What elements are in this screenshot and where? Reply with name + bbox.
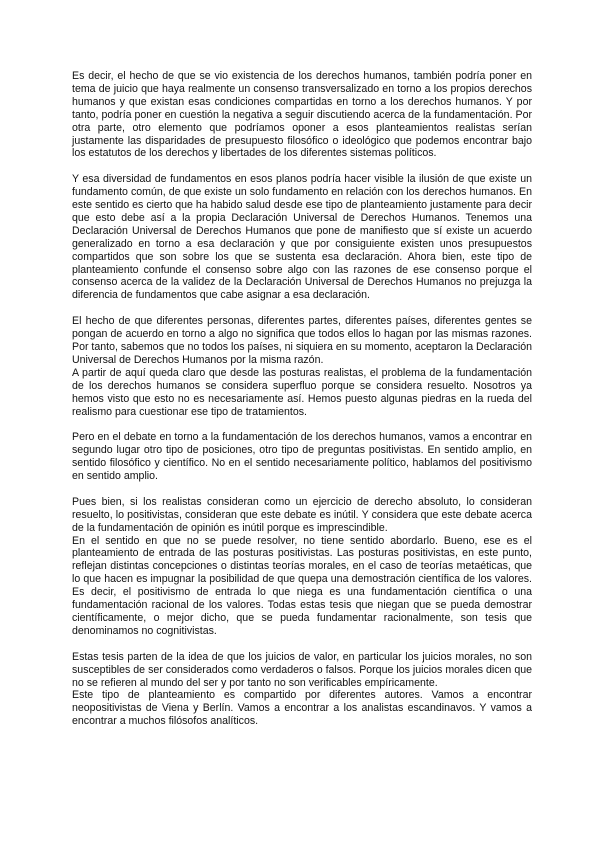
paragraph-5: Pero en el debate en torno a la fundamentación de los derechos humanos, vamos a encontrar en segundo lugar otro tipo de posiciones, otro tipo de preguntas positivistas. En sentido amplio, en sentido filosófico y científico. No en el sentido necesariamente político, hablamos del positivismo en sentido amplio. xyxy=(72,431,532,483)
paragraph-8: Estas tesis parten de la idea de que los juicios de valor, en particular los juicios morales, no son susceptibles de ser considerados como verdaderos o falsos. Porque los juicios morales dicen que no se refieren al mundo del ser y por tanto no son verificables empíricamente. xyxy=(72,650,532,689)
paragraph-1: Es decir, el hecho de que se vio existencia de los derechos humanos, también podría poner en tema de juicio que haya realmente un consenso transversalizado en torno a los propios derechos humanos y que existan esas condiciones compartidas en torno a los derechos humanos. Y por tanto, podría poner en cuestión la negativa a seguir discutiendo acerca de la fundamentación. Por otra parte, otro elemento que podríamos oponer a esos planteamientos realistas serían justamente las disparidades de presupuesto filosófico o ideológico que podemos encontrar bajo los estatutos de los derechos y libertades de los diferentes sistemas políticos. xyxy=(72,70,532,160)
paragraph-7: En el sentido en que no se puede resolver, no tiene sentido abordarlo. Bueno, ese es el planteamiento de entrada de las posturas positivistas. Las posturas positivistas, en este punto, reflejan distintas concepciones o distintas teorías morales, en el caso de teorías metaéticas, que lo que hacen es impugnar la posibilidad de que quepa una demostración científica de los valores. Es decir, el positivismo de entrada lo que niega es una fundamentación científica o una fundamentación racional de los valores. Todas estas tesis que niegan que se pueda demostrar científicamente, o mejor dicho, que se pueda fundamentar racionalmente, son tesis que denominamos no cognitivistas. xyxy=(72,534,532,637)
paragraph-3: El hecho de que diferentes personas, diferentes partes, diferentes países, diferentes gentes se pongan de acuerdo en torno a algo no significa que todos ellos lo hagan por las mismas razones. Por tanto, sabemos que no todos los países, ni siquiera en su momento, aceptaron la Declaración Universal de Derechos Humanos por la misma razón. xyxy=(72,315,532,366)
paragraph-2: Y esa diversidad de fundamentos en esos planos podría hacer visible la ilusión de que existe un fundamento común, de que existe un solo fundamento en relación con los derechos humanos. En este sentido es cierto que ha habido salud desde ese tipo de planteamiento justamente para decir que esto debe así a la propia Declaración Universal de Derechos Humanos. Tenemos una Declaración Universal de Derechos Humanos que pone de manifiesto que sí existe un acuerdo generalizado en torno a esa declaración y que por consiguiente existen unos presupuestos compartidos que son sobre los que se sustenta esa declaración. Ahora bien, este tipo de planteamiento confunde el consenso sobre algo con las razones de ese consenso porque el consenso acerca de la validez de la Declaración Universal de Derechos Humanos no prejuzga la diferencia de fundamentos que cabe asignar a esa declaración. xyxy=(72,173,532,302)
paragraph-9: Este tipo de planteamiento es compartido por diferentes autores. Vamos a encontrar neopositivistas de Viena y Berlín. Vamos a encontrar a los analistas escandinavos. Y vamos a encontrar a muchos filósofos analíticos. xyxy=(72,689,532,728)
paragraph-6: Pues bien, si los realistas consideran como un ejercicio de derecho absoluto, lo consideran resuelto, lo positivistas, consideran que este debate es inútil. Y considera que este debate acerca de la fundamentación de opinión es inútil porque es imprescindible. xyxy=(72,495,532,534)
paragraph-4: A partir de aquí queda claro que desde las posturas realistas, el problema de la fundamentación de los derechos humanos se considera superfluo porque se considera resuelto. Nosotros ya hemos visto que esto no es necesariamente así. Hemos puesto algunas piedras en la rueda del realismo para cuestionar ese tipo de tratamientos. xyxy=(72,366,532,418)
